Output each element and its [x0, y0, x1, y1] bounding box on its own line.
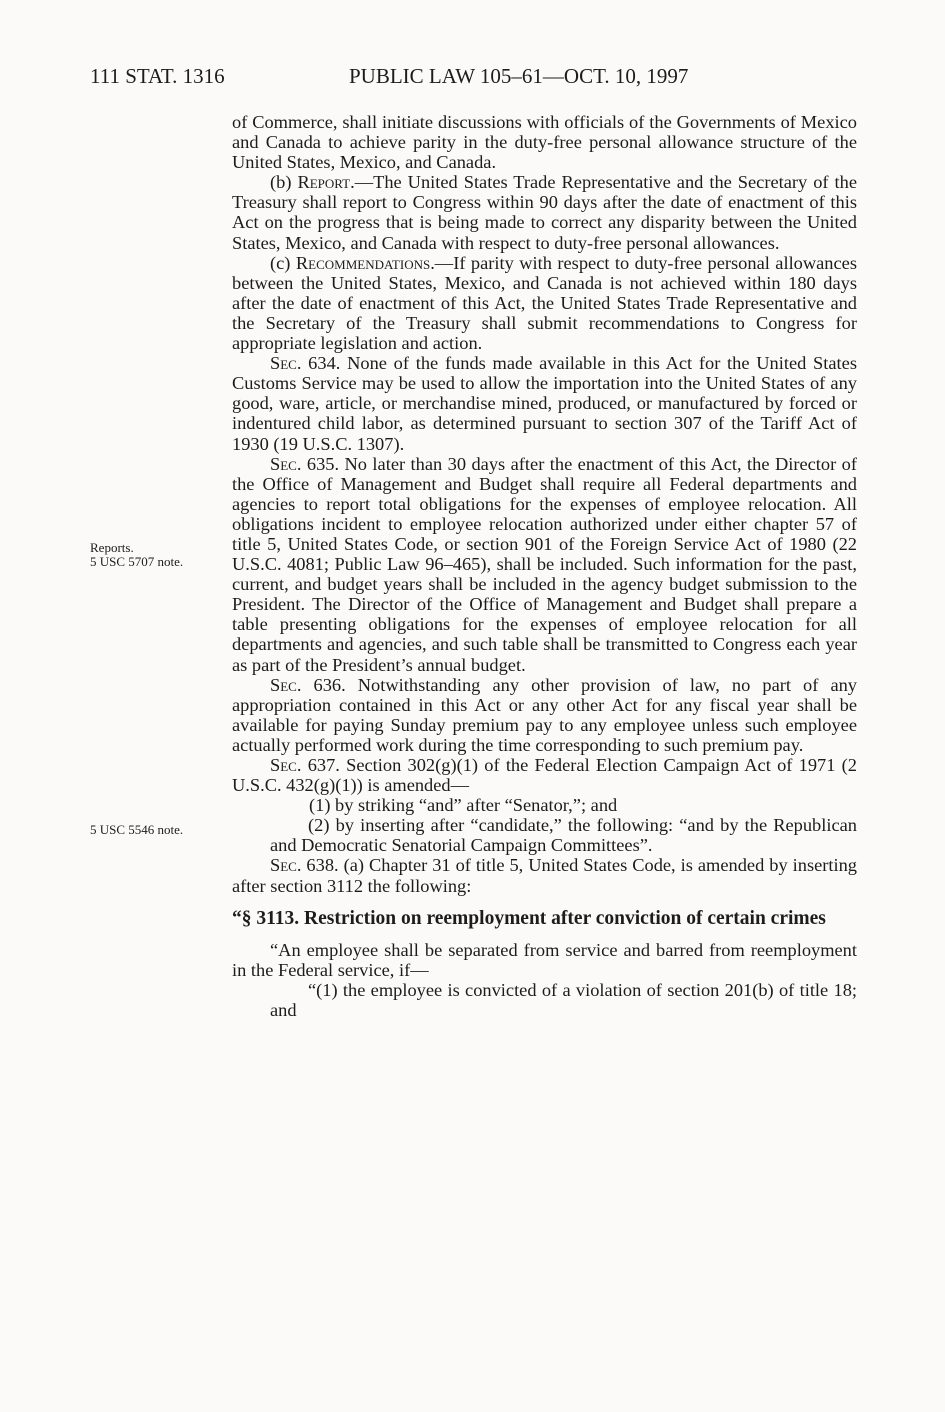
margin-note-reports: [90, 541, 183, 569]
margin-note-usc-5546: 5 USC 5546 note.: [90, 822, 184, 837]
section-637-item-1: (1) by striking “and” after “Senator,”; and: [309, 795, 618, 816]
section-label: Sec: [270, 353, 297, 374]
subsection-text: .—If parity with respect to duty-free personal allowances between the United States, Mexico, and Canada is not achieved within 180 days after the date of enactment of this Act, the United States Trade Representative and the Secretary of the Treasury shall submit recommendations to Congress for appropriate legislation and action.: [232, 252, 857, 354]
running-head: PUBLIC LAW 105–61—OCT. 10, 1997: [349, 64, 689, 88]
paragraph-continuation: of Commerce, shall initiate discussions with officials of the Governments of Mexico and Canada to achieve parity in the duty-free personal allowance structure of the United States, Mexico, and Canada.: [232, 112, 857, 173]
section-number: . 635.: [296, 453, 345, 474]
section-text: No later than 30 days after the enactment of this Act, the Director of the Office of Management and Budget shall require all Federal departments and agencies to report total obligations for the expenses of employee relocation. All obligations incident to employee relocation authorized under either chapter 57 of title 5, United States Code, or section 901 of the Foreign Service Act of 1980 (22 U.S.C. 4081; Public Law 96–465), shall be included. Such information for the past, current, and budget years shall be included in the agency budget submission to the President. The Director of the Office of Management and Budget shall prepare a table presenting obligations for the expenses of employee relocation for all departments and agencies, and such table shall be transmitted to Congress each year as part of the President’s annual budget.: [232, 453, 857, 675]
section-3113-item-1: “(1) the employee is convicted of a violation of section 201(b) of title 18; and: [270, 979, 857, 1020]
section-3113-heading: “§ 3113. Restriction on reemployment after conviction of certain crimes: [232, 907, 826, 929]
section-text: (a) Chapter 31 of title 5, United States Code, is amended by inserting after section 3112 the following:: [232, 855, 857, 896]
page-header: [90, 64, 860, 94]
subsection-heading: Report: [297, 172, 351, 193]
section-638: [232, 855, 857, 895]
section-label: Sec: [270, 855, 297, 876]
section-number: . 634.: [296, 353, 348, 374]
subsection-label: (b): [270, 172, 298, 193]
section-634: [232, 353, 857, 453]
subsection-heading: Recommendations: [295, 252, 431, 273]
subsection-label: (c): [270, 252, 296, 273]
section-number: . 637.: [296, 755, 347, 775]
section-637: [232, 755, 857, 795]
section-label: Sec: [270, 453, 297, 474]
section-label: Sec: [270, 674, 297, 695]
section-number: . 636.: [296, 674, 358, 695]
margin-note-usc-5707: 5 USC 5707 note.: [90, 554, 184, 569]
margin-note-reports-label: Reports.: [90, 540, 134, 555]
section-text: Notwithstanding any other provision of law, no part of any appropriation contained in this Act or any other Act for any fiscal year shall be available for paying Sunday premium pay to any employee unless such employee actually performed work during the time corresponding to such premium pay.: [232, 674, 857, 755]
section-635: [232, 454, 857, 675]
subsection-c-recommendations: [232, 253, 857, 353]
section-label: Sec: [270, 755, 297, 775]
section-number: . 638.: [296, 855, 344, 876]
page-body: [232, 112, 857, 1020]
section-3113-text: “An employee shall be separated from service and barred from reemployment in the Federal service, if—: [232, 939, 857, 980]
section-637-item-2: (2) by inserting after “candidate,” the following: “and by the Republican and Democratic Senatorial Campaign Committees”.: [270, 815, 857, 856]
subsection-text: .—The United States Trade Representative and the Secretary of the Treasury shall report to Congress within 90 days after the date of enactment of this Act on the progress that is being made to correct any disparity between the United States, Mexico, and Canada with respect to duty-free personal allowances.: [232, 172, 857, 253]
section-text: None of the funds made available in this Act for the United States Customs Service may be used to allow the importation into the United States of any good, ware, article, or merchandise mined, produced, or manufactured by forced or indentured child labor, as determined pursuant to section 307 of the Tariff Act of 1930 (19 U.S.C. 1307).: [232, 353, 857, 454]
statute-page-number: 111 STAT. 1316: [90, 64, 225, 88]
subsection-b-report: [232, 172, 857, 252]
section-636: [232, 675, 857, 755]
section-text: Section 302(g)(1) of the Federal Election Campaign Act of 1971 (2 U.S.C. 432(g)(1)) is amended—: [232, 755, 857, 796]
